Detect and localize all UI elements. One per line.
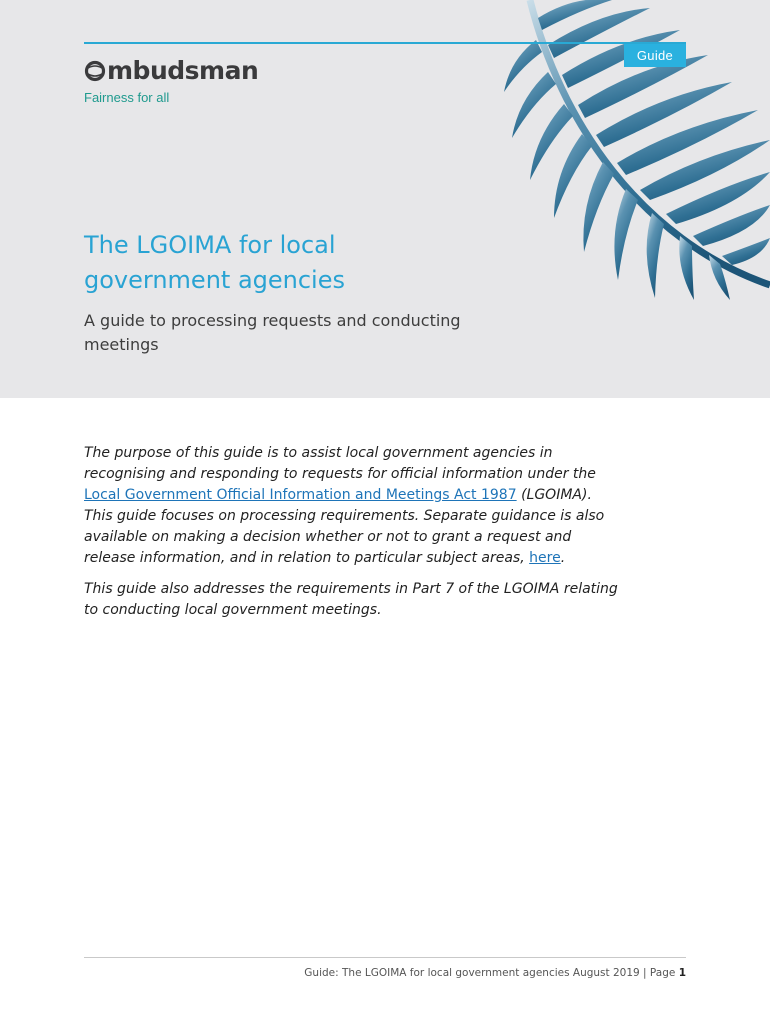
logo-wordmark: mbudsman	[107, 56, 259, 85]
guide-badge: Guide	[624, 44, 686, 67]
para1-text-middle: (LGOIMA). This guide focuses on processing requirements. Separate guidance is also available on making a decision whether or not to grant a request and release information, and in relation to particular subject areas,	[84, 487, 605, 566]
lgoima-act-link[interactable]: Local Government Official Information and Meetings Act 1987	[84, 487, 517, 503]
title-line-2: government agencies	[84, 266, 345, 294]
footer-text: Guide: The LGOIMA for local government agencies August 2019 | Page	[304, 967, 679, 979]
here-link[interactable]: here	[529, 550, 561, 566]
top-rule	[84, 42, 686, 44]
document-title	[84, 228, 504, 298]
tagline: Fairness for all	[84, 90, 170, 105]
footer-rule	[84, 957, 686, 958]
page-number: 1	[678, 967, 686, 979]
ombudsman-logo-icon	[84, 60, 106, 82]
page-footer	[304, 967, 686, 979]
intro-paragraph-2: This guide also addresses the requirements in Part 7 of the LGOIMA relating to conducting local government meetings.	[84, 581, 618, 618]
intro-paragraph-1	[84, 443, 624, 569]
document-subtitle: A guide to processing requests and conducting meetings	[84, 311, 461, 354]
title-line-1: The LGOIMA for local	[84, 231, 336, 259]
para1-text-end: .	[560, 550, 566, 566]
intro-body	[84, 443, 624, 631]
cover-hero	[0, 0, 770, 398]
ombudsman-logo	[84, 56, 258, 86]
para1-text-start: The purpose of this guide is to assist local government agencies in recognising and responding to requests for official information under the	[84, 445, 596, 482]
